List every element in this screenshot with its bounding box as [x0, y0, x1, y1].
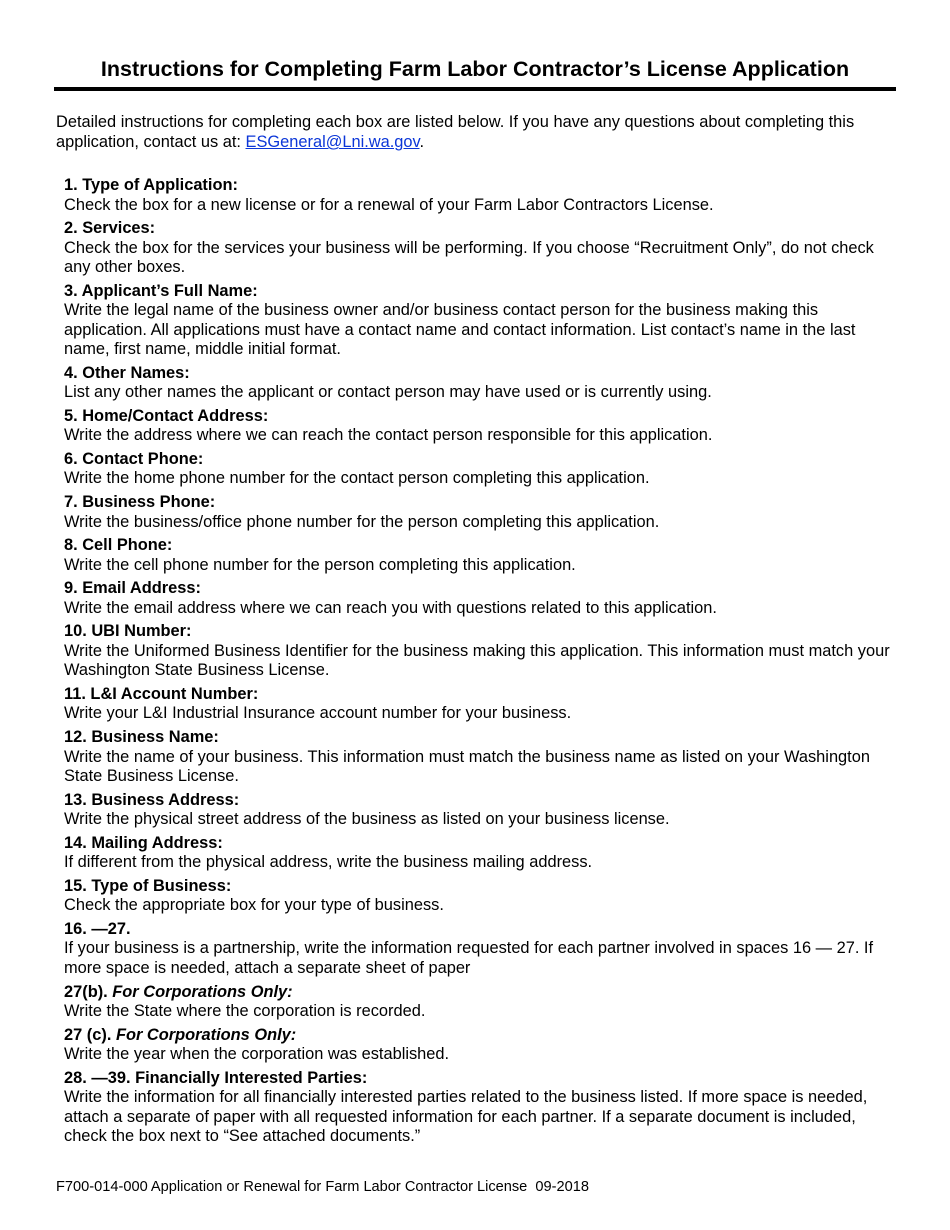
item-title: 10. UBI Number: [64, 622, 192, 641]
instruction-item [64, 983, 900, 1022]
instruction-item [64, 219, 900, 278]
item-body: Write the legal name of the business owner and/or business contact person for the business making this application. All applications must have a contact name and contact information. List contact’s name in the last name, first name, middle initial format. [64, 301, 856, 359]
instruction-item [64, 407, 900, 446]
item-title-emphasis: For Corporations Only: [112, 982, 293, 1001]
item-title [64, 983, 900, 1003]
item-body: Write the physical street address of the business as listed on your business license. [64, 810, 670, 829]
instruction-item [64, 834, 900, 873]
item-title: 6. Contact Phone: [64, 449, 204, 468]
instruction-item [64, 877, 900, 916]
instruction-list [64, 176, 900, 1151]
item-body: Write the year when the corporation was established. [64, 1045, 450, 1064]
item-title: 9. Email Address: [64, 579, 201, 598]
item-body: Check the appropriate box for your type of business. [64, 896, 444, 915]
item-title: 5. Home/Contact Address: [64, 406, 269, 425]
instruction-item [64, 493, 900, 532]
intro-paragraph [56, 112, 901, 152]
intro-text: Detailed instructions for completing each box are listed below. If you have any questions about completing this application, contact us at: [56, 113, 855, 151]
item-title: 8. Cell Phone: [64, 536, 173, 555]
item-body: If your business is a partnership, write the information requested for each partner involved in spaces 16 — 27. If more space is needed, attach a separate sheet of paper [64, 939, 874, 977]
item-title: 28. —39. Financially Interested Parties: [64, 1068, 368, 1087]
item-title: 14. Mailing Address: [64, 833, 223, 852]
item-body: Write the home phone number for the contact person completing this application. [64, 469, 650, 488]
item-title: 12. Business Name: [64, 728, 219, 747]
contact-email-link[interactable]: ESGeneral@Lni.wa.gov [245, 133, 420, 151]
item-body: Write the Uniformed Business Identifier for the business making this application. This information must match your Washington State Business License. [64, 641, 890, 680]
instruction-item [64, 536, 900, 575]
item-body: If different from the physical address, write the business mailing address. [64, 853, 593, 872]
item-number: 27(b). [64, 982, 113, 1001]
item-title-emphasis: For Corporations Only: [115, 1025, 297, 1044]
item-number: 27 (c). [64, 1025, 116, 1044]
item-title: 7. Business Phone: [64, 493, 216, 512]
item-title: 1. Type of Application: [64, 176, 238, 194]
instruction-item [64, 176, 900, 215]
instruction-item [64, 579, 900, 618]
page-title: Instructions for Completing Farm Labor Contractor’s License Application [100, 57, 850, 81]
item-title: 11. L&I Account Number: [64, 684, 259, 703]
instruction-item [64, 685, 900, 724]
item-title [64, 1026, 900, 1046]
instruction-item [64, 364, 900, 403]
item-body: Check the box for the services your business will be performing. If you choose “Recruitment Only”, do not check any other boxes. [64, 238, 874, 277]
item-body: Write the State where the corporation is recorded. [64, 1002, 426, 1020]
instruction-item [64, 728, 900, 787]
instruction-item [64, 920, 900, 979]
instruction-item [64, 1069, 900, 1147]
item-body: Check the box for a new license or for a renewal of your Farm Labor Contractors License. [64, 195, 714, 214]
instruction-item [64, 282, 900, 360]
item-body: Write the address where we can reach the contact person responsible for this application. [64, 426, 713, 445]
item-body: Write your L&I Industrial Insurance account number for your business. [64, 704, 572, 723]
item-body: Write the cell phone number for the person completing this application. [64, 555, 576, 574]
item-title: 3. Applicant’s Full Name: [64, 281, 258, 300]
item-body: Write the information for all financially interested parties related to the business listed. If more space is needed, attach a separate of paper with all requested information for each partner. If a separate document is included, check the box next to “See attached documents.” [64, 1088, 868, 1146]
instruction-item [64, 622, 900, 681]
item-title: 13. Business Address: [64, 790, 240, 809]
instruction-item [64, 450, 900, 489]
item-body: Write the email address where we can reach you with questions related to this application. [64, 598, 717, 617]
item-body: List any other names the applicant or contact person may have used or is currently using. [64, 383, 712, 402]
instruction-item [64, 791, 900, 830]
form-footer: F700-014-000 Application or Renewal for Farm Labor Contractor License 09-2018 [56, 1179, 589, 1195]
item-title: 2. Services: [64, 219, 156, 238]
item-body: Write the name of your business. This information must match the business name as listed on your Washington State Business License. [64, 747, 870, 786]
instruction-item [64, 1026, 900, 1065]
item-title: 4. Other Names: [64, 363, 190, 382]
item-body: Write the business/office phone number for the person completing this application. [64, 512, 660, 531]
item-title: 15. Type of Business: [64, 876, 232, 895]
item-title: 16. —27. [64, 919, 131, 938]
title-divider [54, 87, 896, 91]
intro-trailing: . [419, 133, 425, 151]
